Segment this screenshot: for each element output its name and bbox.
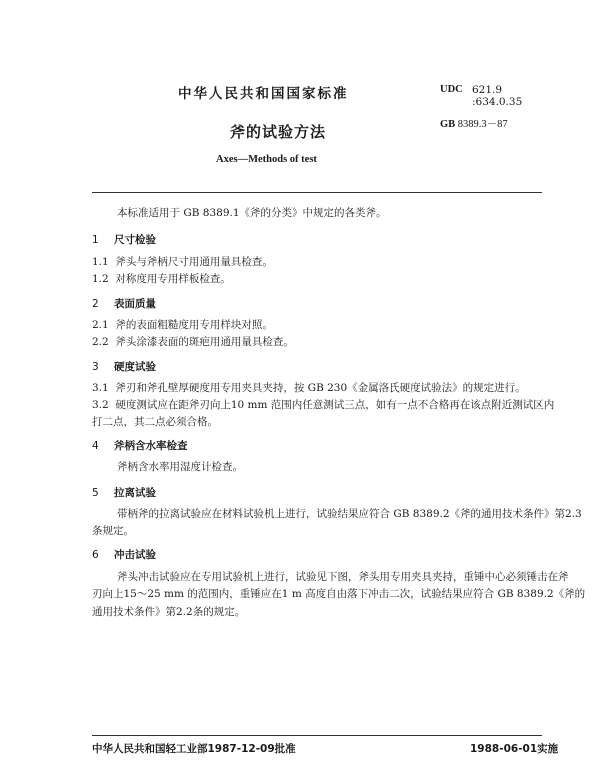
section-number: 4 (92, 440, 99, 452)
clause-text: 斧头涂漆表面的斑疤用通用量具检查。 (115, 336, 294, 348)
section-number: 3 (92, 361, 99, 373)
clause-number: 2.2 (92, 336, 109, 348)
section-number: 2 (92, 298, 99, 310)
section-heading (92, 296, 156, 311)
document-title: 斧的试验方法 (230, 123, 327, 141)
udc-code-line2: :634.0.35 (472, 96, 523, 108)
udc-code-line1: 621.9 (472, 84, 503, 96)
implementation-date: 1988-06-01实施 (470, 743, 559, 755)
section-title: 斧柄含水率检查 (114, 440, 188, 452)
standard-number (440, 116, 508, 131)
clause-text: 斧的表面粗糙度用专用样块对照。 (115, 319, 273, 331)
approval-info: 中华人民共和国轻工业部1987-12-09批准 (92, 743, 296, 755)
clause-text: 对称度用专用样板检查。 (115, 273, 231, 285)
section-title: 硬度试验 (114, 361, 156, 373)
clause-number: 3.2 (92, 399, 109, 411)
clause-text: 斧头与斧柄尺寸用通用量具检查。 (115, 256, 273, 268)
clause-number: 1.2 (92, 273, 109, 285)
clause-text: 斧刃和斧孔壁厚硬度用专用夹具夹持，按 GB 230《金属洛氏硬度试验法》的规定进行。 (115, 382, 526, 394)
clause (92, 333, 294, 352)
section-body-continuation: 通用技术条件》第2.2条的规定。 (92, 606, 246, 618)
section-body-continuation: 刃向上15～25 mm 的范围内，重锤应在1 m 高度自由落下冲击二次，试验结果应符合 GB 8389.2《斧的 (92, 588, 586, 600)
section-heading (92, 547, 156, 562)
section-number: 6 (92, 549, 99, 561)
section-body: 斧头冲击试验应在专用试验机上进行，试验见下图，斧头用专用夹具夹持，重锤中心必须锤击在斧 (117, 571, 569, 583)
section-heading (92, 438, 188, 453)
section-title: 尺寸检验 (114, 234, 156, 246)
clause-text: 硬度测试应在距斧刃向上10 mm 范围内任意测试三点，如有一点不合格再在该点附近测试区内 (115, 399, 555, 411)
clause-continuation: 打二点，其二点必须合格。 (92, 416, 218, 428)
section-body: 带柄斧的拉离试验应在材料试验机上进行，试验结果应符合 GB 8389.2《斧的通用技术条件》第2.3 (117, 508, 582, 520)
section-body: 斧柄含水率用湿度计检查。 (117, 461, 243, 473)
section-heading (92, 359, 156, 374)
section-heading (92, 232, 156, 247)
standard-code: 8389.3－87 (457, 119, 508, 130)
clause-number: 1.1 (92, 256, 109, 268)
section-title: 冲击试验 (114, 549, 156, 561)
section-heading (92, 485, 156, 500)
intro-paragraph: 本标准适用于 GB 8389.1《斧的分类》中规定的各类斧。 (117, 207, 387, 219)
section-body-continuation: 条规定。 (92, 525, 134, 537)
issuing-authority: 中华人民共和国国家标准 (178, 86, 349, 102)
footer-divider (92, 735, 542, 736)
clause-number: 2.1 (92, 319, 109, 331)
section-title: 拉离试验 (114, 487, 156, 499)
standard-prefix: GB (440, 119, 456, 130)
udc-label: UDC (440, 84, 463, 95)
header-divider (92, 192, 542, 193)
document-subtitle: Axes—Methods of test (216, 154, 317, 165)
section-number: 1 (92, 234, 99, 246)
section-title: 表面质量 (114, 298, 156, 310)
clause (92, 270, 231, 289)
clause-number: 3.1 (92, 382, 109, 394)
section-number: 5 (92, 487, 99, 499)
